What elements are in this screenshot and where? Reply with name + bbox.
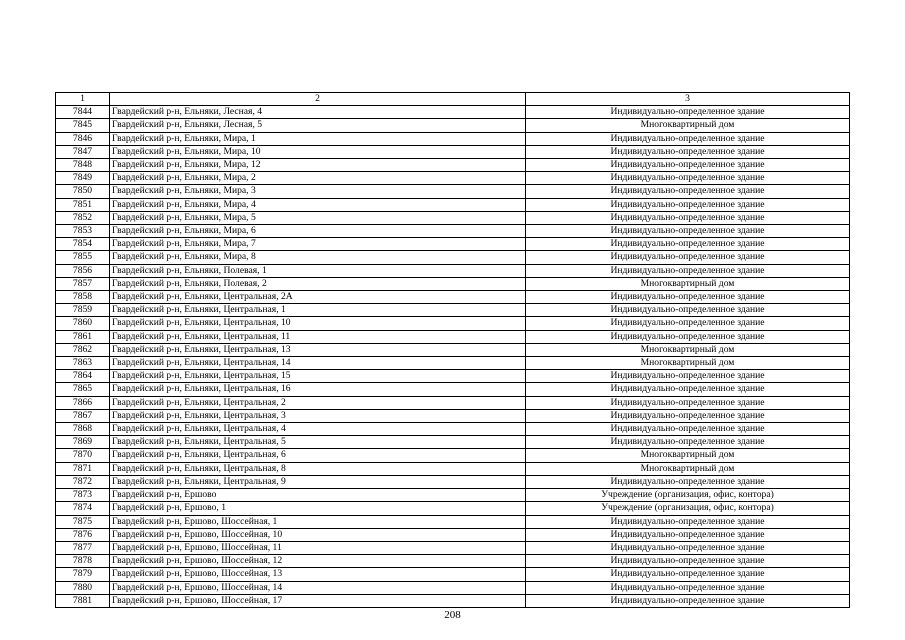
table-row	[56, 594, 850, 607]
row-number: 7858	[56, 291, 110, 304]
row-building-type: Индивидуально-определенное здание	[526, 330, 850, 343]
row-address: Гвардейский р-н, Ельняки, Центральная, 11	[110, 330, 526, 343]
row-number: 7845	[56, 119, 110, 132]
row-building-type: Индивидуально-определенное здание	[526, 238, 850, 251]
row-building-type: Учреждение (организация, офис, контора)	[526, 502, 850, 515]
row-address: Гвардейский р-н, Ельняки, Центральная, 6	[110, 449, 526, 462]
row-number: 7854	[56, 238, 110, 251]
table-row	[56, 383, 850, 396]
row-number: 7847	[56, 145, 110, 158]
row-address: Гвардейский р-н, Ершово, Шоссейная, 17	[110, 594, 526, 607]
row-building-type: Индивидуально-определенное здание	[526, 159, 850, 172]
row-building-type: Индивидуально-определенное здание	[526, 198, 850, 211]
table-header-row	[56, 93, 850, 106]
row-number: 7881	[56, 594, 110, 607]
row-address: Гвардейский р-н, Ельняки, Мира, 8	[110, 251, 526, 264]
address-table	[55, 92, 850, 608]
row-building-type: Многоквартирный дом	[526, 357, 850, 370]
table-body	[56, 93, 850, 608]
row-address: Гвардейский р-н, Ершово, Шоссейная, 13	[110, 568, 526, 581]
row-building-type: Индивидуально-определенное здание	[526, 475, 850, 488]
row-address: Гвардейский р-н, Ельняки, Полевая, 1	[110, 264, 526, 277]
table-row	[56, 159, 850, 172]
row-address: Гвардейский р-н, Ельняки, Мира, 2	[110, 172, 526, 185]
row-number: 7846	[56, 132, 110, 145]
table-row	[56, 225, 850, 238]
table-row	[56, 317, 850, 330]
row-address: Гвардейский р-н, Ельняки, Центральная, 15	[110, 370, 526, 383]
row-address: Гвардейский р-н, Ельняки, Центральная, 3	[110, 409, 526, 422]
row-address: Гвардейский р-н, Ершово, Шоссейная, 1	[110, 515, 526, 528]
row-number: 7872	[56, 475, 110, 488]
row-building-type: Индивидуально-определенное здание	[526, 211, 850, 224]
row-address: Гвардейский р-н, Ельняки, Центральная, 10	[110, 317, 526, 330]
row-number: 7857	[56, 277, 110, 290]
row-building-type: Индивидуально-определенное здание	[526, 383, 850, 396]
row-address: Гвардейский р-н, Ельняки, Центральная, 2А	[110, 291, 526, 304]
row-building-type: Индивидуально-определенное здание	[526, 515, 850, 528]
row-address: Гвардейский р-н, Ельняки, Лесная, 4	[110, 106, 526, 119]
row-building-type: Индивидуально-определенное здание	[526, 304, 850, 317]
row-building-type: Индивидуально-определенное здание	[526, 185, 850, 198]
table-row	[56, 304, 850, 317]
row-number: 7865	[56, 383, 110, 396]
table-row	[56, 264, 850, 277]
row-number: 7877	[56, 541, 110, 554]
row-building-type: Многоквартирный дом	[526, 277, 850, 290]
row-number: 7870	[56, 449, 110, 462]
row-number: 7860	[56, 317, 110, 330]
table-row	[56, 541, 850, 554]
row-address: Гвардейский р-н, Ельняки, Центральная, 13	[110, 343, 526, 356]
table-row	[56, 211, 850, 224]
row-address: Гвардейский р-н, Ельняки, Мира, 6	[110, 225, 526, 238]
row-address: Гвардейский р-н, Ершово, 1	[110, 502, 526, 515]
row-number: 7853	[56, 225, 110, 238]
row-number: 7861	[56, 330, 110, 343]
row-building-type: Индивидуально-определенное здание	[526, 106, 850, 119]
row-address: Гвардейский р-н, Ельняки, Мира, 12	[110, 159, 526, 172]
row-building-type: Многоквартирный дом	[526, 343, 850, 356]
page-number: 208	[444, 609, 461, 621]
row-number: 7866	[56, 396, 110, 409]
row-number: 7851	[56, 198, 110, 211]
table-row	[56, 106, 850, 119]
table-row	[56, 568, 850, 581]
table-row	[56, 555, 850, 568]
row-number: 7864	[56, 370, 110, 383]
table-row	[56, 145, 850, 158]
row-building-type: Индивидуально-определенное здание	[526, 264, 850, 277]
row-number: 7848	[56, 159, 110, 172]
row-address: Гвардейский р-н, Ельняки, Центральная, 1	[110, 304, 526, 317]
row-address: Гвардейский р-н, Ершово, Шоссейная, 10	[110, 528, 526, 541]
row-number: 7855	[56, 251, 110, 264]
table-row	[56, 132, 850, 145]
row-address: Гвардейский р-н, Ершово, Шоссейная, 12	[110, 555, 526, 568]
row-number: 7863	[56, 357, 110, 370]
row-building-type: Учреждение (организация, офис, контора)	[526, 489, 850, 502]
row-number: 7874	[56, 502, 110, 515]
row-number: 7875	[56, 515, 110, 528]
row-number: 7871	[56, 462, 110, 475]
table-row	[56, 423, 850, 436]
row-building-type: Индивидуально-определенное здание	[526, 555, 850, 568]
row-building-type: Индивидуально-определенное здание	[526, 172, 850, 185]
table-row	[56, 462, 850, 475]
table-row	[56, 343, 850, 356]
row-address: Гвардейский р-н, Ершово, Шоссейная, 11	[110, 541, 526, 554]
table-row	[56, 475, 850, 488]
row-building-type: Индивидуально-определенное здание	[526, 291, 850, 304]
row-building-type: Индивидуально-определенное здание	[526, 409, 850, 422]
row-address: Гвардейский р-н, Ельняки, Центральная, 5	[110, 436, 526, 449]
row-address: Гвардейский р-н, Ельняки, Мира, 3	[110, 185, 526, 198]
row-address: Гвардейский р-н, Ельняки, Лесная, 5	[110, 119, 526, 132]
table-row	[56, 198, 850, 211]
row-building-type: Индивидуально-определенное здание	[526, 370, 850, 383]
row-building-type: Индивидуально-определенное здание	[526, 423, 850, 436]
row-building-type: Индивидуально-определенное здание	[526, 594, 850, 607]
table-row	[56, 502, 850, 515]
row-number: 7878	[56, 555, 110, 568]
table-row	[56, 357, 850, 370]
table-row	[56, 581, 850, 594]
row-address: Гвардейский р-н, Ельняки, Полевая, 2	[110, 277, 526, 290]
row-building-type: Многоквартирный дом	[526, 119, 850, 132]
header-col-1: 1	[56, 93, 110, 106]
table-row	[56, 291, 850, 304]
row-address: Гвардейский р-н, Ельняки, Центральная, 2	[110, 396, 526, 409]
row-building-type: Многоквартирный дом	[526, 449, 850, 462]
row-number: 7867	[56, 409, 110, 422]
table-row	[56, 119, 850, 132]
row-number: 7869	[56, 436, 110, 449]
table-row	[56, 277, 850, 290]
table-row	[56, 436, 850, 449]
header-col-2: 2	[110, 93, 526, 106]
row-address: Гвардейский р-н, Ершово, Шоссейная, 14	[110, 581, 526, 594]
table-row	[56, 409, 850, 422]
row-building-type: Индивидуально-определенное здание	[526, 317, 850, 330]
table-row	[56, 489, 850, 502]
table-row	[56, 251, 850, 264]
row-address: Гвардейский р-н, Ельняки, Мира, 1	[110, 132, 526, 145]
table-row	[56, 515, 850, 528]
table-row	[56, 238, 850, 251]
row-number: 7856	[56, 264, 110, 277]
table-row	[56, 449, 850, 462]
row-number: 7850	[56, 185, 110, 198]
row-number: 7879	[56, 568, 110, 581]
row-number: 7844	[56, 106, 110, 119]
row-building-type: Индивидуально-определенное здание	[526, 225, 850, 238]
row-number: 7859	[56, 304, 110, 317]
row-number: 7868	[56, 423, 110, 436]
table-row	[56, 370, 850, 383]
row-address: Гвардейский р-н, Ельняки, Мира, 7	[110, 238, 526, 251]
table-row	[56, 396, 850, 409]
row-address: Гвардейский р-н, Ельняки, Центральная, 9	[110, 475, 526, 488]
row-number: 7873	[56, 489, 110, 502]
row-building-type: Индивидуально-определенное здание	[526, 145, 850, 158]
row-building-type: Индивидуально-определенное здание	[526, 436, 850, 449]
row-building-type: Индивидуально-определенное здание	[526, 132, 850, 145]
row-address: Гвардейский р-н, Ельняки, Мира, 10	[110, 145, 526, 158]
row-number: 7852	[56, 211, 110, 224]
table-row	[56, 330, 850, 343]
row-number: 7880	[56, 581, 110, 594]
row-address: Гвардейский р-н, Ельняки, Мира, 4	[110, 198, 526, 211]
row-address: Гвардейский р-н, Ельняки, Центральная, 14	[110, 357, 526, 370]
row-address: Гвардейский р-н, Ельняки, Центральная, 16	[110, 383, 526, 396]
row-address: Гвардейский р-н, Ершово	[110, 489, 526, 502]
row-address: Гвардейский р-н, Ельняки, Мира, 5	[110, 211, 526, 224]
row-address: Гвардейский р-н, Ельняки, Центральная, 4	[110, 423, 526, 436]
table-row	[56, 172, 850, 185]
row-address: Гвардейский р-н, Ельняки, Центральная, 8	[110, 462, 526, 475]
table-row	[56, 185, 850, 198]
row-number: 7876	[56, 528, 110, 541]
row-building-type: Индивидуально-определенное здание	[526, 568, 850, 581]
row-building-type: Индивидуально-определенное здание	[526, 251, 850, 264]
row-number: 7862	[56, 343, 110, 356]
row-building-type: Индивидуально-определенное здание	[526, 541, 850, 554]
row-building-type: Индивидуально-определенное здание	[526, 396, 850, 409]
table-row	[56, 528, 850, 541]
header-col-3: 3	[526, 93, 850, 106]
row-building-type: Индивидуально-определенное здание	[526, 528, 850, 541]
row-number: 7849	[56, 172, 110, 185]
row-building-type: Многоквартирный дом	[526, 462, 850, 475]
row-building-type: Индивидуально-определенное здание	[526, 581, 850, 594]
